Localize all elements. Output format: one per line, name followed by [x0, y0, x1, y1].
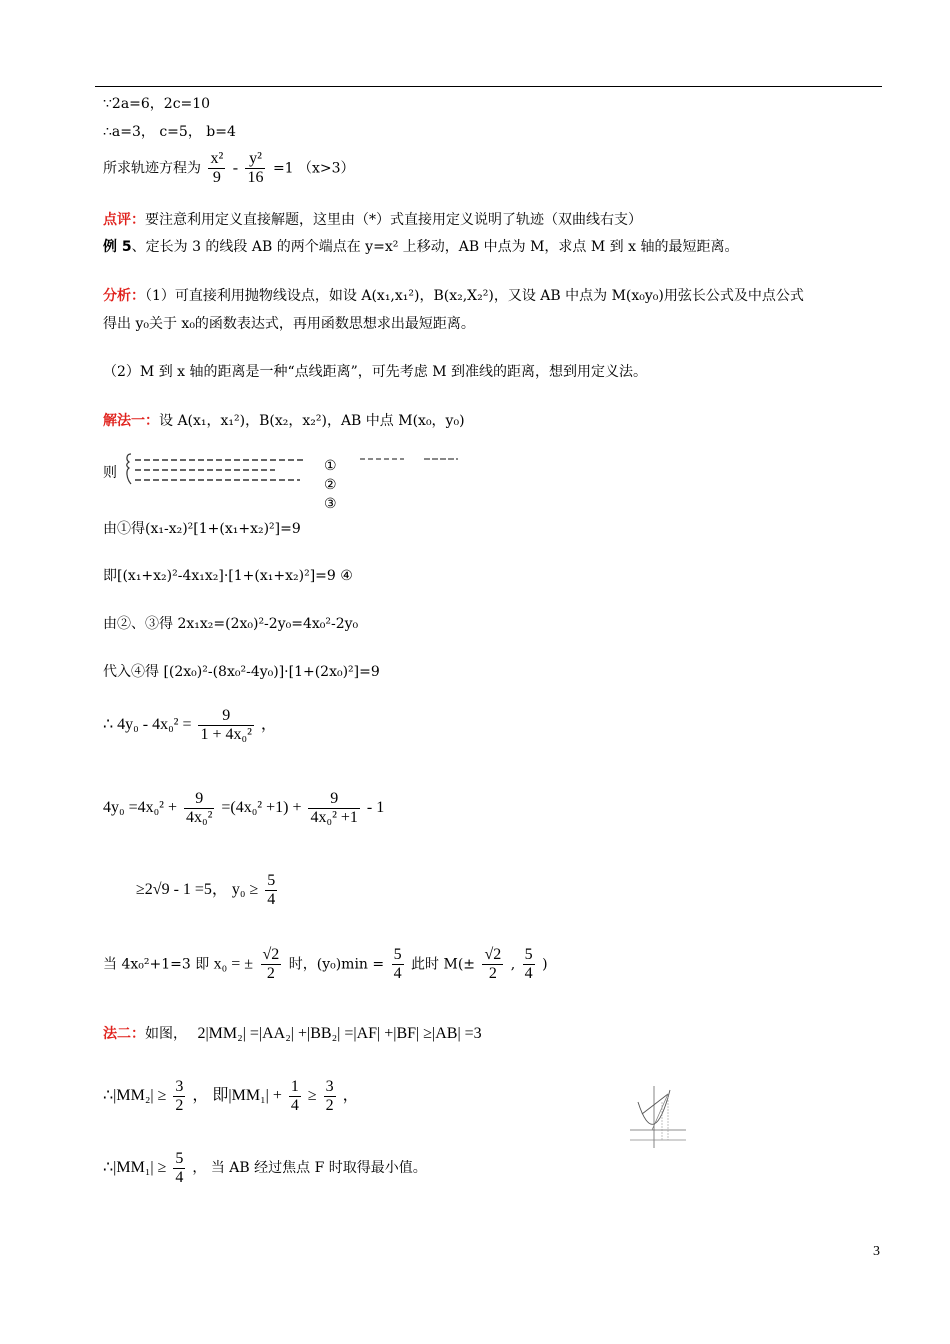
- solution-2-text: 如图，: [145, 1026, 187, 1042]
- when-fraction-1: [261, 946, 282, 983]
- parabola-figure: [628, 1082, 688, 1152]
- equation-suffix: =1 （x>3）: [272, 160, 355, 177]
- t1-c: ≥: [307, 1087, 317, 1105]
- example-5-line: [103, 236, 738, 256]
- when-fraction-3: [482, 946, 503, 983]
- analysis-line-2: 得出 y₀关于 x₀的函数表达式，再用函数思想求出最短距离。: [103, 316, 475, 332]
- circled-3: ③: [324, 496, 337, 512]
- circled-1: ①: [324, 458, 337, 474]
- t1-e: ，: [342, 1087, 359, 1105]
- eq1-fraction: [198, 707, 253, 744]
- comment-line: [103, 209, 642, 229]
- equation-system-image: [125, 452, 315, 486]
- when-c: 此时 M(±: [411, 956, 476, 973]
- header-rule: [95, 86, 882, 87]
- step-substitute: 代入④得 [(2x₀)²-(8x₀²-4y₀)]·[1+(2x₀)²]=9: [103, 664, 380, 680]
- denominator: 2: [488, 965, 497, 982]
- fraction-y2-over-16: [245, 150, 265, 187]
- eq2-fraction-2: [308, 790, 359, 827]
- t2-fraction: [173, 1150, 185, 1187]
- numerator: 5: [393, 946, 402, 963]
- when-fraction-2: [392, 946, 404, 983]
- circled-2: ②: [324, 477, 337, 493]
- page-number: 3: [873, 1244, 880, 1259]
- numerator: 9: [198, 707, 253, 726]
- analysis-text-1: （1）可直接利用抛物线设点，如设 A(x₁,x₁²)，B(x₂,X₂²)，又设 AB 中点为 M(x₀y₀)用弦长公式及中点公式: [145, 288, 804, 304]
- t1-fraction-2: [289, 1078, 301, 1115]
- numerator: y²: [245, 150, 265, 169]
- numerator: x²: [210, 150, 224, 167]
- comment-label: 点评：: [103, 212, 145, 228]
- numerator: 9: [308, 790, 359, 809]
- equation-2: [103, 790, 384, 827]
- numerator: 3: [175, 1078, 184, 1095]
- denominator: 4x₀²: [186, 809, 213, 826]
- step-from-1: 由①得(x₁-x₂)²[1+(x₁+x₂)²]=9: [103, 521, 301, 537]
- denominator: 9: [212, 169, 221, 186]
- eq3-a: ≥2√9 - 1 =5， y₀ ≥: [136, 881, 259, 899]
- numerator: 5: [267, 872, 276, 889]
- eq1-left: ∴ 4y₀ - 4x₀² =: [103, 716, 192, 734]
- fraction-x2-over-9: [208, 150, 225, 187]
- analysis-label: 分析：: [103, 288, 145, 304]
- denominator: 2: [266, 965, 275, 982]
- t2-a: ∴|MM₁| ≥: [103, 1159, 167, 1177]
- denominator: 4: [175, 1169, 184, 1186]
- minus-sign: -: [232, 159, 239, 177]
- inequality-1: [103, 1078, 359, 1115]
- line-values: ∴a=3， c=5， b=4: [103, 124, 236, 140]
- eq2-fraction-1: [184, 790, 214, 827]
- numerator: 9: [184, 790, 214, 809]
- line-given: ∵2a=6，2c=10: [103, 96, 211, 112]
- eq2-a: 4y₀ =4x₀² +: [103, 799, 177, 817]
- denominator: 2: [325, 1097, 334, 1114]
- denominator: 4x₀² +1: [310, 809, 358, 826]
- numerator: √2: [484, 946, 502, 963]
- equation-prefix: 所求轨迹方程为: [103, 160, 201, 177]
- when-b: 时，(y₀)min =: [288, 956, 385, 973]
- then-label: 则: [103, 465, 117, 481]
- t2-b: ， 当 AB 经过焦点 F 时取得最小值。: [192, 1160, 427, 1177]
- comment-text: 要注意利用定义直接解题，这里由（*）式直接用定义说明了轨迹（双曲线右支）: [145, 212, 642, 228]
- numerator: 5: [524, 946, 533, 963]
- eq1-tail: ，: [260, 716, 277, 734]
- equation-1: [103, 707, 277, 744]
- equation-3: [136, 872, 280, 909]
- solution-2-line: [103, 1023, 482, 1043]
- example-text: 、定长为 3 的线段 AB 的两个端点在 y=x² 上移动，AB 中点为 M，求点 M 到 x 轴的最短距离。: [131, 239, 739, 255]
- when-comma: ,: [510, 956, 516, 973]
- t1-a: ∴|MM₂| ≥: [103, 1087, 167, 1105]
- solution-1-label: 解法一：: [103, 413, 159, 429]
- numerator: 5: [175, 1150, 184, 1167]
- analysis-line-1: [103, 285, 804, 305]
- solution-1-line: [103, 410, 465, 430]
- inequality-2: [103, 1150, 427, 1187]
- step-from-23: 由②、③得 2x₁x₂=(2x₀)²-2y₀=4x₀²-2y₀: [103, 616, 359, 632]
- denominator: 4: [290, 1097, 299, 1114]
- solution-1-text: 设 A(x₁，x₁²)，B(x₂，x₂²)，AB 中点 M(x₀，y₀): [159, 413, 465, 429]
- t1-fraction-3: [324, 1078, 336, 1115]
- when-a: 当 4x₀²+1=3 即: [103, 956, 210, 973]
- equation-system-image-tail: [358, 452, 468, 466]
- denominator: 1 + 4x₀²: [200, 726, 252, 743]
- numerator: 3: [325, 1078, 334, 1095]
- eq2-b: =(4x₀² +1) +: [221, 799, 302, 817]
- when-x: x₀ = ±: [213, 955, 254, 973]
- step-ie: 即[(x₁+x₂)²-4x₁x₂]·[1+(x₁+x₂)²]=9 ④: [103, 568, 353, 584]
- t1-b: ， 即|MM₁| +: [192, 1087, 282, 1105]
- denominator: 16: [247, 169, 264, 186]
- numerator: 1: [290, 1078, 299, 1095]
- denominator: 2: [175, 1097, 184, 1114]
- analysis-line-3: （2）M 到 x 轴的距离是一种“点线距离”，可先考虑 M 到准线的距离，想到用定义法。: [103, 364, 648, 380]
- t1-fraction-1: [173, 1078, 185, 1115]
- eq3-fraction: [265, 872, 277, 909]
- eq2-c: - 1: [366, 799, 385, 817]
- denominator: 4: [267, 891, 276, 908]
- minimum-condition-line: [103, 946, 548, 983]
- when-close: ): [542, 956, 548, 973]
- example-label: 例 5: [103, 239, 132, 255]
- solution-2-label: 法二：: [103, 1026, 145, 1042]
- when-fraction-4: [523, 946, 535, 983]
- solution-2-equation: 2|MM₂| =|AA₂| +|BB₂| =|AF| +|BF| ≥|AB| =3: [197, 1025, 482, 1042]
- denominator: 4: [393, 965, 402, 982]
- denominator: 4: [524, 965, 533, 982]
- numerator: √2: [262, 946, 280, 963]
- trajectory-equation: [103, 150, 355, 187]
